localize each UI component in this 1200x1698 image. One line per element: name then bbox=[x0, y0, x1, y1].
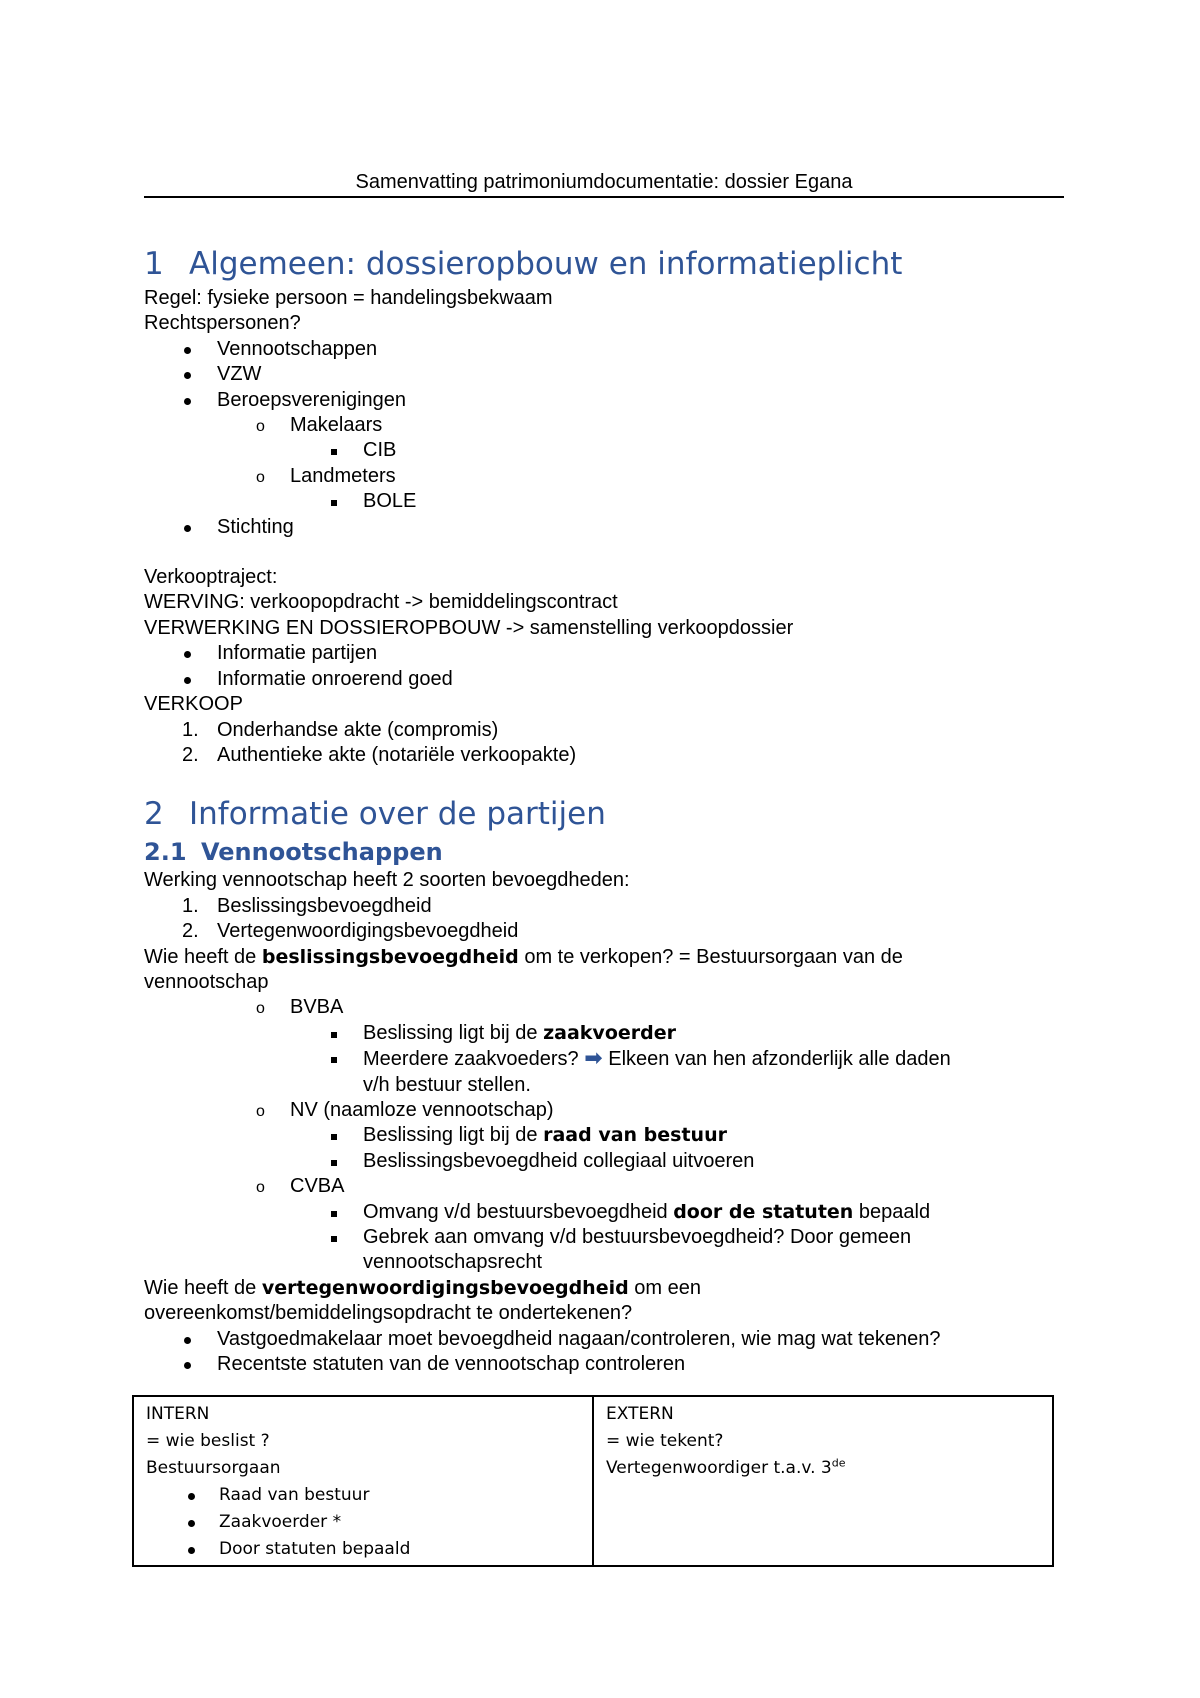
table-cell-intern bbox=[133, 1396, 593, 1566]
cell-question: = wie beslist ? bbox=[146, 1431, 270, 1451]
circle-bullet-icon: o bbox=[256, 1179, 265, 1197]
paragraph: WERVING: verkoopopdracht -> bemiddelingscontract bbox=[144, 591, 618, 614]
list-number: 2. bbox=[182, 920, 199, 943]
list-item: BOLE bbox=[363, 490, 417, 513]
subheading-number: 2.1 bbox=[144, 838, 187, 867]
cell-title: INTERN bbox=[146, 1404, 210, 1424]
heading-1-number: 1 bbox=[144, 246, 164, 282]
list-number: 1. bbox=[182, 894, 199, 917]
paragraph: VERKOOP bbox=[144, 693, 243, 716]
cell-question: = wie tekent? bbox=[606, 1431, 724, 1451]
list-item: Omvang v/d bestuursbevoegdheid door de statuten bepaald bbox=[363, 1200, 931, 1223]
list-number: 1. bbox=[182, 718, 199, 741]
list-item: 1. Onderhandse akte (compromis) bbox=[144, 718, 1074, 743]
paragraph: Werking vennootschap heeft 2 soorten bevoegdheden: bbox=[144, 869, 630, 892]
list-item: o CVBA bbox=[144, 1174, 1074, 1199]
list-item: VZW bbox=[217, 363, 262, 386]
paragraph: Verkooptraject: bbox=[144, 566, 278, 589]
list-item: o BVBA bbox=[144, 995, 1074, 1020]
paragraph: Wie heeft de beslissingsbevoegdheid om te verkopen? = Bestuursorgaan van de vennootschap bbox=[144, 945, 903, 993]
list-item: 2. Authentieke akte (notariële verkoopakte) bbox=[144, 743, 1074, 768]
document-body bbox=[144, 244, 1074, 1377]
cell-subtitle: Bestuursorgaan bbox=[146, 1458, 281, 1478]
list-item: Beroepsverenigingen bbox=[217, 388, 407, 411]
circle-bullet-icon: o bbox=[256, 1000, 265, 1018]
list-item: Beslissing ligt bij de zaakvoerder bbox=[363, 1021, 676, 1044]
subheading-title: Vennootschappen bbox=[201, 838, 443, 867]
spacer bbox=[144, 540, 1074, 565]
page-header: Samenvatting patrimoniumdocumentatie: dossier Egana bbox=[355, 171, 853, 193]
heading-title: Informatie over de partijen bbox=[189, 796, 606, 833]
table-row bbox=[133, 1396, 1053, 1566]
paragraph: Wie heeft de vertegenwoordigingsbevoegdheid om een overeenkomst/bemiddelingsopdracht te ondertekenen? bbox=[144, 1276, 701, 1325]
list-item: Vastgoedmakelaar moet bevoegdheid nagaan/controleren, wie mag wat tekenen? bbox=[217, 1327, 941, 1350]
paragraph: Rechtspersonen? bbox=[144, 312, 301, 335]
list-item: 2. Vertegenwoordigingsbevoegdheid bbox=[144, 919, 1074, 944]
arrow-right-icon: ➡ bbox=[584, 1046, 603, 1072]
table-cell-extern bbox=[593, 1396, 1053, 1566]
list-item: Meerdere zaakvoeders? ➡ Elkeen van hen afzonderlijk alle daden v/h bestuur stellen. bbox=[363, 1046, 951, 1096]
list-item: Stichting bbox=[217, 515, 294, 538]
header-rule bbox=[144, 196, 1064, 198]
list-item: Beslissingsbevoegdheid collegiaal uitvoeren bbox=[363, 1149, 755, 1172]
list-item: Vennootschappen bbox=[217, 337, 378, 360]
list-item: Gebrek aan omvang v/d bestuursbevoegdheid? Door gemeen vennootschapsrecht bbox=[363, 1226, 912, 1274]
circle-bullet-icon: o bbox=[256, 1102, 265, 1120]
list-item: Zaakvoerder * bbox=[146, 1509, 580, 1536]
cell-title: EXTERN bbox=[606, 1404, 674, 1424]
list-item: CIB bbox=[363, 439, 397, 462]
subheading bbox=[144, 836, 1074, 868]
heading-number: 2 bbox=[144, 796, 164, 833]
list-item: Informatie onroerend goed bbox=[217, 667, 453, 690]
paragraph: VERWERKING EN DOSSIEROPBOUW -> samenstelling verkoopdossier bbox=[144, 616, 794, 639]
list-item: Informatie partijen bbox=[217, 642, 378, 665]
list-number: 2. bbox=[182, 743, 199, 766]
heading-1-title: Algemeen: dossieropbouw en informatieplicht bbox=[189, 246, 903, 282]
cell-subtitle: Vertegenwoordiger t.a.v. 3de bbox=[606, 1456, 846, 1478]
heading-2-section bbox=[144, 794, 1074, 834]
heading-1 bbox=[144, 244, 1074, 284]
list-item: Door statuten bepaald bbox=[146, 1536, 580, 1563]
intern-extern-table bbox=[132, 1395, 1054, 1567]
list-item: Beslissing ligt bij de raad van bestuur bbox=[363, 1124, 727, 1147]
list-item: Recentste statuten van de vennootschap controleren bbox=[217, 1353, 686, 1376]
paragraph: Regel: fysieke persoon = handelingsbekwaam bbox=[144, 287, 553, 309]
circle-bullet-icon: o bbox=[256, 468, 265, 486]
list-item: Raad van bestuur bbox=[146, 1482, 580, 1509]
list-item: o NV (naamloze vennootschap) bbox=[144, 1098, 1074, 1123]
circle-bullet-icon: o bbox=[256, 418, 265, 436]
list-item: o Makelaars bbox=[144, 413, 1074, 438]
list-item: 1. Beslissingsbevoegdheid bbox=[144, 894, 1074, 919]
list-item: o Landmeters bbox=[144, 464, 1074, 489]
